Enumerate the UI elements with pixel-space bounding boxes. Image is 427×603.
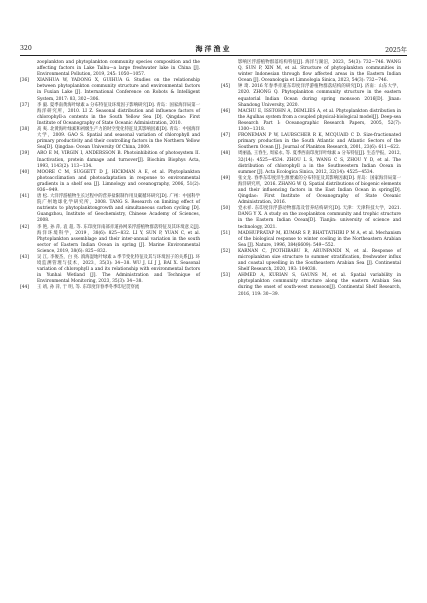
- reference-text: 党永祥. 东印度洋浮游动物群落及营养结构研究[D]. 天津：天津科技大学，2021. DANG Y X. A study on the zooplankton community and trophic structure in the Eastern Indian Ocean[D]. Tianjin: university of science and technology, 2021.: [238, 206, 401, 230]
- reference-list-right: [221, 84, 401, 297]
- reference-text: XIANHUA W, YADONG X, GUIHUA G. Studies on the relationship between phytoplankton community structure and environmental factors in Fuxian Lake [J]. International Conference on Robots & Intelligent System, 2017: 83, 302−306.: [37, 78, 200, 102]
- reference-number: [36]: [20, 78, 29, 84]
- reference-entry: [221, 176, 401, 206]
- reference-number: [47]: [221, 133, 230, 139]
- reference-entry: [221, 151, 401, 175]
- journal-year: 2025年: [385, 47, 407, 54]
- reference-text: ARO E M, VIRGIN I, ANDERSSON B. Photoinhibition of photosystem II. Inactivation, protein damage and turnover[J]. Biochim Biophys Acta, 1993, 1143(2): 113−134.: [37, 151, 200, 169]
- reference-text: 张文龙. 春季东印度洋生源要素的分布特征及其影响因素[D]. 青岛：国家海洋局第一海洋研究所，2016. ZHANG W Q. Spatial distributions of biogenic elements and their influencing factors in the East Indian Ocean in spring[D]. Qingdao: First Institute of Oceanography of State Oceanic Administration, 2016.: [238, 175, 401, 206]
- reference-entry: [20, 225, 200, 255]
- reference-entry: [221, 84, 401, 108]
- reference-text: 唐 松. 大洋浮游植物生长过程中的营养盐限制作用及碳循环研究[D]. 广州：中国科学院广州地球化学研究所，2008. TANG S. Research on limiting effect of nutrients to phytoplanktongrowth and simultaneous carbon cycling [D]. Guangzhou, Institute of Geochemistry, Chinese Academy of Sciences, 2008.: [37, 194, 200, 224]
- reference-text: 吴 江, 李俊杰，白 亮. 滇海湿地叶绿素 a 季节变化特征及其与环境因子的关系[J]. 环境监测管理与技术，2023，35(3): 34−38. WU J, LI J J, BAI X. Seasonal variation of chlorophyll a and its relationship with environmental factors in Yunhai Wetland [J]. The Administration and Technique of Environmental Monitoring, 2023, 35(3): 34−38.: [37, 255, 200, 285]
- reference-entry: [20, 170, 200, 194]
- reference-list-left: [20, 78, 200, 291]
- reference-entry: [20, 285, 200, 291]
- reference-number: [42]: [20, 224, 29, 230]
- reference-text: KARNAN C, JYOTHIBABU R, ARUNPANDI N, et al. Response of microplankton size structure to summer stratification, freshwater influx and coastal upwelling in the Southeastern Arabian Sea [J]. Continental Shelf Research, 2020, 193: 104038.: [238, 248, 401, 273]
- reference-entry: [20, 151, 200, 169]
- reference-text: MOORE C M, SUGGETT D J, HICKMAN A E, et al. Phytoplankton photoacclimation and photoadaptation in response to environmental gradients in a shelf sea [J]. Limnology and oceanography, 2006, 51(2): 936−949.: [37, 169, 200, 193]
- reference-number: [37]: [20, 102, 29, 108]
- page-header: [20, 43, 407, 55]
- reference-number: [41]: [20, 194, 29, 200]
- reference-entry: [221, 109, 401, 133]
- reference-text: 钟 琦. 2016 年春季赤道东印度洋浮游植物群落结构的研究[D]. 济南：山东大学，2020. ZHONG Q. Phytoplankton community structure in the eastern equatorial Indian Ocean during spring monsoon 2016[D]. Jinan: Shandong University, 2020.: [238, 84, 401, 108]
- reference-number: [44]: [20, 285, 29, 291]
- reference-text: 高 爽. 北黄海叶绿素和初级生产力的时空变化特征及其影响因素[D]. 青岛：中国海洋大学，2009. GAO S. Spatial and seasonal variation of chlorophyll and primary productivity and their controlling factors in the Northern Yellow Sea[D]. Qingdao: Ocean University Of China, 2009.: [37, 127, 200, 151]
- reference-number: [48]: [221, 151, 230, 157]
- reference-entry: [221, 249, 401, 273]
- reference-number: [49]: [221, 175, 230, 181]
- reference-entry: [221, 206, 401, 230]
- reference-number: [38]: [20, 127, 29, 133]
- reference-number: [53]: [221, 273, 230, 279]
- reference-column-right: [221, 60, 401, 298]
- reference-number: [43]: [20, 255, 29, 260]
- reference-number: [40]: [20, 169, 29, 175]
- reference-text: 王 靖, 孙 萍, 于 明, 等. 东印度洋春季冬季印尼贯穿流: [37, 285, 140, 291]
- journal-title: 海洋渔业: [195, 44, 232, 53]
- reference-column-left: [20, 60, 200, 292]
- reference-number: [50]: [221, 206, 230, 212]
- reference-entry: [20, 255, 200, 285]
- reference-entry: [20, 103, 200, 127]
- reference-entry: [20, 78, 200, 102]
- reference-number: [52]: [221, 248, 230, 254]
- reference-entry: [20, 127, 200, 151]
- reference-number: [45]: [221, 84, 230, 90]
- header-rule: [20, 55, 407, 56]
- reference-text: MADHUPRATAP M, KUMAR S P, BHATTATHIRI P M A, et al. Mechanism of the biological response to winter cooling in the Northeastern Arabian Sea [J]. Nature, 1996, 384(6609): 549−552.: [238, 230, 401, 248]
- reference-number: [51]: [221, 230, 230, 236]
- reference-entry: [20, 194, 200, 224]
- reference-entry: [221, 133, 401, 151]
- page-number: 320: [20, 45, 32, 52]
- reference-text: 李 毅. 夏季南黄海叶绿素 a 分布特征及环境因子影响研究[D]. 青岛：国家海洋局第一海洋研究所，2010. LI Z. Seasonal distribution and influence factors of chlorophyll-a contents in the South Yellow Sea [D]. Qingdao: First Institute of Oceanography of State Oceanic Administration, 2010.: [37, 102, 200, 126]
- reference-text: MACHU E, ISSTOHN A, DEMLIES A, et al. Phytoplankton distribution in the Agulhas system from a coupled physical-biological model[J]. Deep-sea Research Part I: Oceanographic Research Papers, 2005, 52(7): 1300−1318.: [238, 108, 401, 133]
- reference-text: 李 艳, 孙 萍, 袁 超, 等. 东印度洋南部赤道孙网采浮游植物群落特征及其环境意义[J]. 海洋环境科学，2019，38(6): 825−832. LI Y, SUN P, YUAN C, et al. Phytoplankton assemblage and their inter-annual variation in the south sector of Eastern Indian Ocean in spring [J]. Marine Environmental Science, 2019, 38(6): 825−832.: [37, 224, 200, 254]
- reference-number: [46]: [221, 108, 230, 114]
- reference-entry: [221, 231, 401, 249]
- reference-continuation: zooplankton and phytoplankton community species composition and the affecting factors in Lake Taihu—a large freshwater lake in China [J]. Environmental Pollution, 2019, 245: 1050−1057.: [37, 60, 200, 78]
- reference-text: AHMED A, KURIAN S, GAUNS M, et al. Spatial variability in phytoplankton community structure along the eastern Arabian Sea during the onset of south-west monsoon[J]. Continental Shelf Research, 2016, 119: 30−39.: [238, 273, 401, 297]
- reference-text: FRONEMAN P W, LAUBSCHER R K, MCQUAID C D. Size-fractionated primary production in the South Atlantic and Atlantic Sectors of the Southern Ocean [J]. Journal of Plankton Research, 2001, 23(6): 611−622.: [238, 133, 401, 151]
- reference-text: 周丽晶, 王春生, 周家永, 等. 夏季西南印度洋叶绿素 a 分布特征[J]. 生态学报，2012, 32(14): 4525−4534. ZHOU L S, WANG C S, ZHOU Y D, et al. The distribution of chlorophyll a in the Southwestern Indian Ocean in summer [J]. Acta Ecologica Sinica, 2012, 32(14): 4525−4534.: [238, 151, 401, 175]
- reference-number: [39]: [20, 151, 29, 157]
- reference-entry: [221, 273, 401, 297]
- reference-continuation: 影响区浮游植物群落结构特征[J]. 海洋与湖沼，2023，54(3): 732−746. WANG Q, SUN P, XIN M, et al. Structure of phytoplankton communities in winter Indonesian through flow affected areas in the Eastern Indian Ocean [J]. Oceanologia et Limnologia Sinica, 2023, 54(3): 732−746.: [238, 60, 401, 84]
